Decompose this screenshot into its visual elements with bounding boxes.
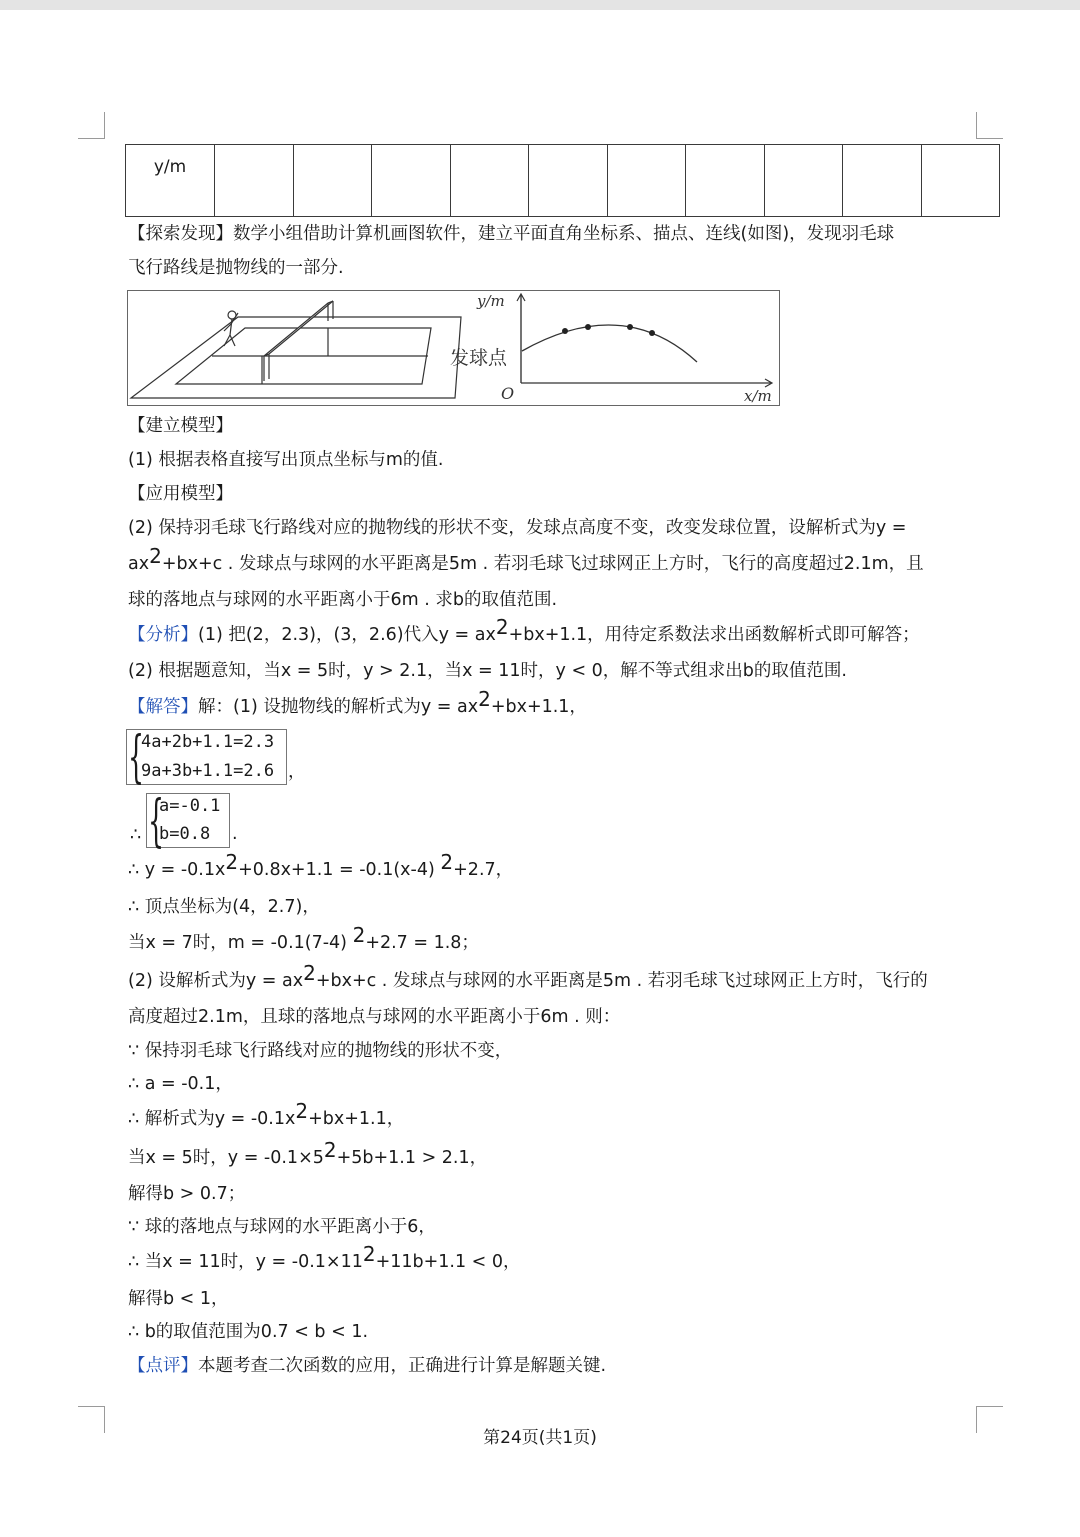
review-tag: 【点评】: [128, 1356, 198, 1376]
period: .: [232, 824, 238, 844]
table-cell: [372, 145, 451, 217]
equation-system-2: [146, 789, 230, 854]
page-footer: 第24页(共1页): [483, 1428, 597, 1448]
solution-b: b=0.8: [159, 824, 211, 844]
data-table: [125, 144, 1000, 217]
part2-line-7: 解得b > 0.7；: [128, 1184, 246, 1204]
part2-line-5: ∴ 解析式为$y = -0.1x^2+bx+1.1$，: [128, 1099, 405, 1129]
table-cell: [921, 145, 1000, 217]
part2-line-8: ∵ 球的落地点与球网的水平距离小于6，: [128, 1217, 436, 1237]
trajectory-point: [585, 324, 591, 330]
serve-point-label: 发球点: [450, 347, 508, 369]
part2-line-3: ∵ 保持羽毛球飞行路线对应的抛物线的形状不变，: [128, 1041, 513, 1061]
section-apply-model: 【应用模型】: [128, 484, 233, 504]
analysis-tag: 【分析】: [128, 625, 198, 645]
trajectory-curve: [522, 325, 697, 362]
answer-line-1: 【解答】解：(1) 设抛物线的解析式为$y = ax^2+bx+1.1$，: [128, 687, 587, 717]
crop-mark-top-left: [78, 112, 105, 139]
therefore-symbol: ∴: [130, 825, 142, 845]
crop-mark-top-right: [976, 112, 1003, 139]
brace-icon: {: [128, 725, 145, 790]
question-2-line-1: (2) 保持羽毛球飞行路线对应的抛物线的形状不变，发球点高度不变，改变发球位置，设解析式为y =: [128, 518, 907, 538]
step-3: 当x = 7时，m = -0.1(7-4) $^2$+2.7 = 1.8；: [128, 923, 479, 953]
equation-1: 4a+2b+1.1=2.3: [141, 732, 275, 752]
table-cell: [529, 145, 608, 217]
table-row-label: y/m: [126, 145, 215, 217]
question-1: (1) 根据表格直接写出顶点坐标与m的值.: [128, 450, 444, 470]
table-row: [126, 145, 1000, 217]
explore-text-2: 飞行路线是抛物线的一部分.: [128, 258, 344, 278]
analysis-line-2: (2) 根据题意知，当x = 5时，y > 2.1，当x = 11时，y < 0，解不等式组求出b的取值范围.: [128, 661, 847, 681]
step-1: ∴ $y = -0.1x^2+0.8x+1.1 = -0.1(x-4)$ $^2$+2.7，: [128, 850, 514, 880]
trajectory-point: [562, 328, 568, 334]
origin-label: O: [501, 384, 515, 403]
figure: [127, 290, 780, 406]
brace-icon: {: [148, 789, 165, 854]
top-bar: [0, 0, 1080, 10]
part2-line-6: 当x = 5时，$y = -0.1\times 5^2+5b+1.1 > 2.1$，: [128, 1138, 488, 1168]
table-cell: [843, 145, 922, 217]
table-cell: [293, 145, 372, 217]
part2-line-11: ∴ b的取值范围为0.7 < b < 1.: [128, 1322, 369, 1342]
table-cell: [215, 145, 294, 217]
part2-line-4: ∴ a = -0.1，: [128, 1074, 233, 1094]
table-cell: [607, 145, 686, 217]
part2-line-9: ∴ 当x = 11时，$y = -0.1\times 11^2+11b+1.1 < 0$，: [128, 1242, 521, 1272]
question-2-line-2: $ax^2+bx+c$ . 发球点与球网的水平距离是5m . 若羽毛球飞过球网正上方时，飞行的高度超过2.1m，且: [128, 544, 924, 574]
trajectory-point: [627, 324, 633, 330]
review-line: 【点评】本题考查二次函数的应用，正确进行计算是解题关键.: [128, 1356, 607, 1376]
analysis-line-1: 【分析】(1) 把(2，2.3)，(3，2.6)代入$y = ax^2+bx+1.1$，用待定系数法求出函数解析式即可解答；: [128, 615, 920, 645]
comma: ，: [288, 762, 306, 782]
table-cell: [450, 145, 529, 217]
solution-a: a=-0.1: [159, 796, 221, 816]
player-icon: [224, 311, 238, 346]
y-axis-label: y/m: [477, 292, 505, 310]
explore-text: 【探索发现】数学小组借助计算机画图软件，建立平面直角坐标系、描点、连线(如图)，发现羽毛球: [128, 224, 895, 244]
table-cell: [686, 145, 765, 217]
part2-line-1: (2) 设解析式为$y = ax^2+bx+c$ . 发球点与球网的水平距离是5m . 若羽毛球飞过球网正上方时，飞行的: [128, 961, 928, 991]
part2-line-2: 高度超过2.1m，且球的落地点与球网的水平距离小于6m . 则：: [128, 1007, 621, 1027]
section-build-model: 【建立模型】: [128, 416, 233, 436]
step-2: ∴ 顶点坐标为(4，2.7)，: [128, 897, 320, 917]
x-axis-label: x/m: [744, 387, 772, 405]
trajectory-point: [649, 330, 655, 336]
answer-tag: 【解答】: [128, 697, 198, 717]
equation-system-1: [126, 725, 287, 790]
equation-2: 9a+3b+1.1=2.6: [141, 761, 275, 781]
part2-line-10: 解得b < 1，: [128, 1289, 229, 1309]
question-2-line-3: 球的落地点与球网的水平距离小于6m . 求b的取值范围.: [128, 590, 558, 610]
table-cell: [764, 145, 843, 217]
